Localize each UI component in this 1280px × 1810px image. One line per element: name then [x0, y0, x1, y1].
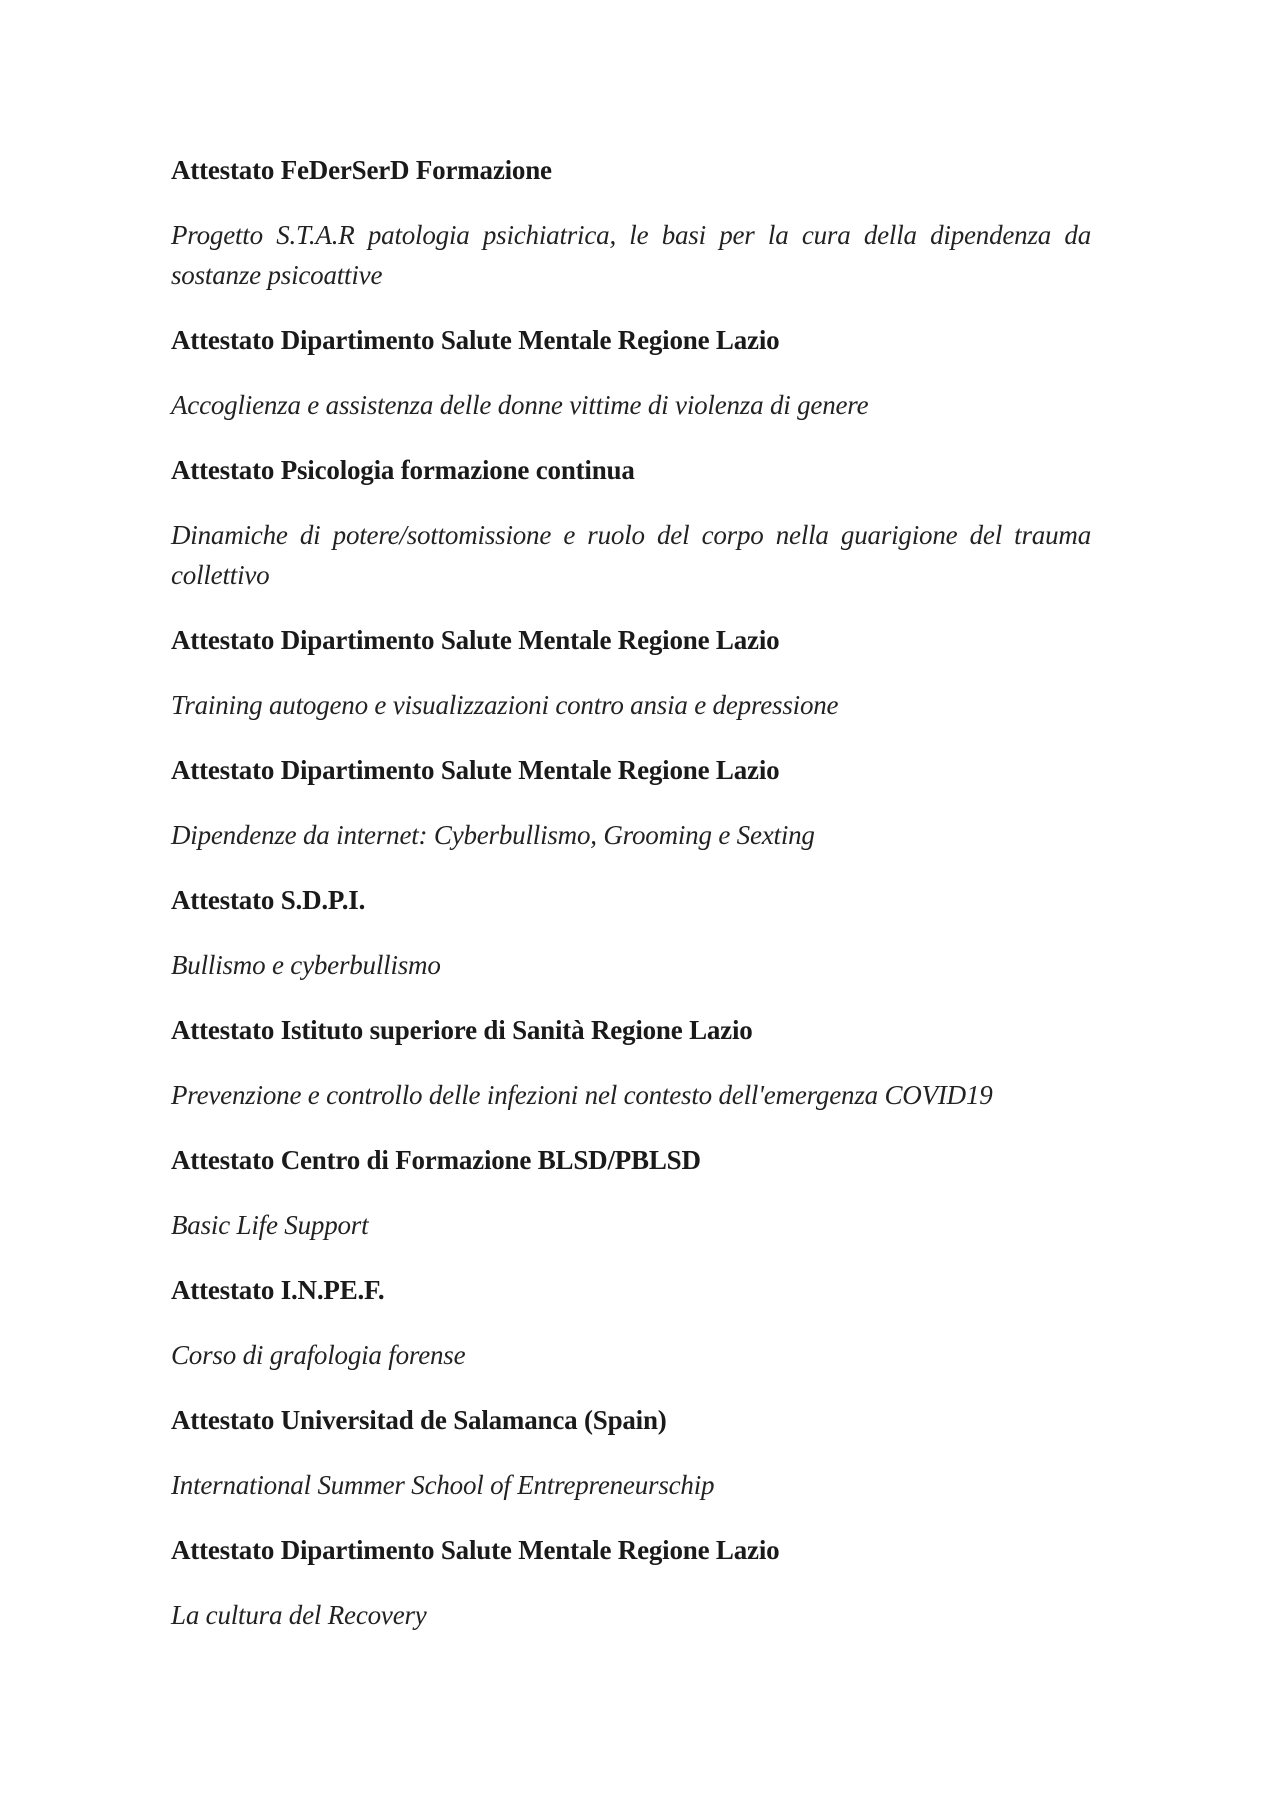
certificate-heading: Attestato Dipartimento Salute Mentale Regione Lazio	[171, 755, 780, 785]
certificate-heading: Attestato I.N.PE.F.	[171, 1275, 385, 1305]
certificate-entry	[171, 1140, 1091, 1245]
certificate-entry	[171, 880, 1091, 985]
certificate-description: Prevenzione e controllo delle infezioni nel contesto dell'emergenza COVID19	[171, 1080, 993, 1110]
certificate-heading: Attestato Centro di Formazione BLSD/PBLSD	[171, 1145, 701, 1175]
certificate-heading: Attestato Universitad de Salamanca (Spain)	[171, 1405, 667, 1435]
certificate-heading: Attestato S.D.P.I.	[171, 885, 366, 915]
certificate-description: Progetto S.T.A.R patologia psichiatrica, le basi per la cura della dipendenza da sostanze psicoattive	[171, 220, 1091, 290]
certificate-description: Training autogeno e visualizzazioni contro ansia e depressione	[171, 690, 839, 720]
certificate-entry	[171, 620, 1091, 725]
certificate-description: International Summer School of Entrepreneurschip	[171, 1470, 715, 1500]
document-page	[171, 150, 1091, 1660]
certificate-description: Dinamiche di potere/sottomissione e ruolo del corpo nella guarigione del trauma collettivo	[171, 520, 1091, 590]
certificate-entry	[171, 1270, 1091, 1375]
certificate-description: Basic Life Support	[171, 1210, 369, 1240]
certificate-entry	[171, 450, 1091, 595]
certificate-entry	[171, 1530, 1091, 1635]
certificate-entry	[171, 1400, 1091, 1505]
certificate-heading: Attestato Dipartimento Salute Mentale Regione Lazio	[171, 1535, 780, 1565]
certificate-heading: Attestato Psicologia formazione continua	[171, 455, 635, 485]
certificate-entry	[171, 150, 1091, 295]
certificate-heading: Attestato Dipartimento Salute Mentale Regione Lazio	[171, 325, 780, 355]
certificate-description: Corso di grafologia forense	[171, 1340, 466, 1370]
certificate-description: Bullismo e cyberbullismo	[171, 950, 441, 980]
certificate-heading: Attestato Dipartimento Salute Mentale Regione Lazio	[171, 625, 780, 655]
certificate-entry	[171, 750, 1091, 855]
certificate-description: La cultura del Recovery	[171, 1600, 427, 1630]
certificate-heading: Attestato Istituto superiore di Sanità Regione Lazio	[171, 1015, 753, 1045]
certificate-description: Accoglienza e assistenza delle donne vittime di violenza di genere	[171, 390, 869, 420]
certificate-heading: Attestato FeDerSerD Formazione	[171, 155, 552, 185]
certificate-description: Dipendenze da internet: Cyberbullismo, Grooming e Sexting	[171, 820, 815, 850]
certificate-entry	[171, 1010, 1091, 1115]
certificate-entry	[171, 320, 1091, 425]
